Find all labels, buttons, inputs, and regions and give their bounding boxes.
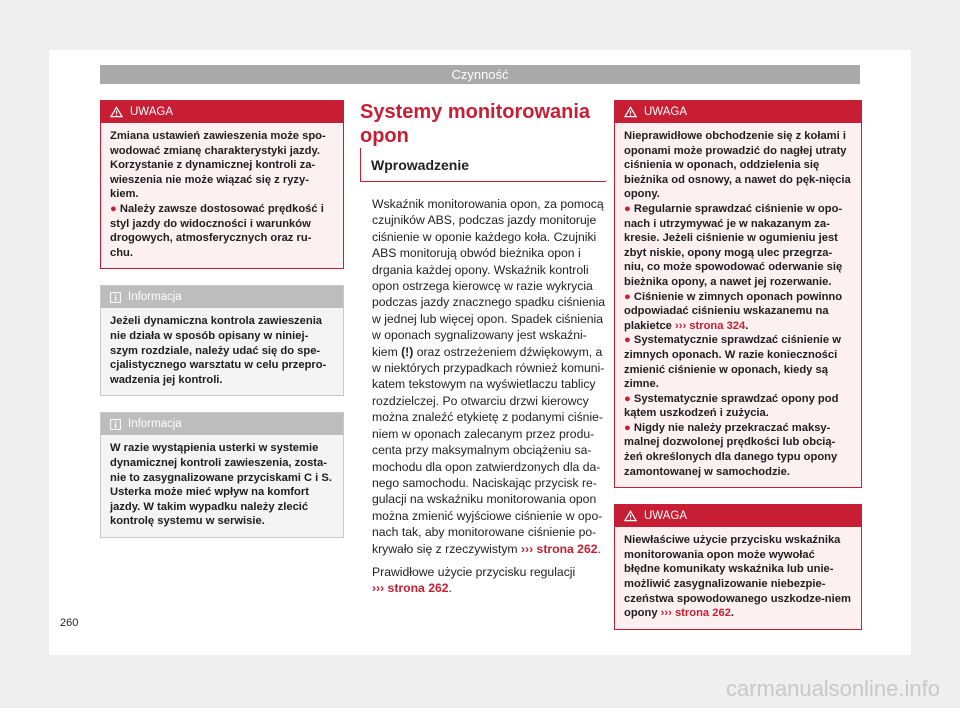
- info-label: Informacja: [128, 418, 182, 431]
- bullet-end: .: [745, 319, 749, 332]
- warning-text: Nieprawidłowe obchodzenie się z kołami i oponami może prowadzić do nagłej utraty ciśnienia w oponach, oddzielenia się bieżnika od osnowy, a nawet do pęk-nięcia opony.: [624, 130, 851, 201]
- subsection-heading: [360, 148, 606, 182]
- paragraph-text: Prawidłowe użycie przycisku regulacji: [372, 564, 576, 579]
- warning-box-tpms-button: [614, 504, 862, 630]
- warning-triangle-icon: [624, 510, 637, 522]
- info-icon: [110, 419, 121, 430]
- warning-header: [101, 101, 343, 123]
- paragraph-text: Wskaźnik monitorowania opon, za pomocą czujników ABS, podczas jazdy monitoruje ciśnienie w oponie każdego koła. Czujniki ABS monitorują obwód bieżnika opon i drgania każdej opony. Wskaźnik kontroli opon ostrzega kierowcę w razie wykrycia podczas jazdy znacznego spadku ciśnienia w jednej lub więcej opon. Spadek ciśnienia w oponach sygnalizowany jest wskaźni-kiem: [372, 197, 606, 359]
- section-title: Systemy monitorowania opon: [360, 101, 591, 147]
- warning-text: Zmiana ustawień zawieszenia może spo-wodować zmianę charakterystyki jazdy. Korzystanie z dynamicznej kontroli za-wieszenia nie może wiązać się z ryzy-kiem.: [110, 130, 326, 201]
- warning-triangle-icon: [624, 106, 637, 118]
- page-reference-link[interactable]: ››› strona 262: [520, 541, 598, 556]
- warning-bullet: Systematycznie sprawdzać ciśnienie w zimnych oponach. W razie konieczności zmienić ciśnienie w oponach, kiedy są zimne.: [624, 334, 841, 391]
- warning-bullet: Należy zawsze dostosować prędkość i styl jazdy do widoczności i warunków drogowych, atmosferycznych oraz ru-chu.: [110, 202, 324, 259]
- warning-label: UWAGA: [644, 106, 688, 118]
- warning-text: Niewłaściwe użycie przycisku wskaźnika monitorowania opon może wywołać błędne komunikaty wskaźnika lub unie-możliwić zasygnalizowanie niebezpie-czeństwa spowodowanego uszkodze-niem opony: [624, 534, 851, 620]
- info-header: [101, 413, 343, 435]
- info-label: Informacja: [128, 291, 182, 304]
- page-reference-link[interactable]: ››› strona 262: [372, 581, 449, 596]
- info-header: [101, 286, 343, 308]
- warning-triangle-icon: [110, 106, 123, 118]
- paragraph-end: .: [597, 541, 601, 556]
- warning-header: [615, 101, 861, 123]
- tire-pressure-icon: (!): [401, 344, 414, 359]
- middle-column: [360, 100, 606, 604]
- page-reference-link[interactable]: ››› strona 324: [675, 319, 746, 332]
- bullet-icon: ●: [624, 421, 631, 434]
- warning-box-suspension: [100, 100, 344, 269]
- info-box-suspension-fault: [100, 412, 344, 538]
- warning-bullet: Ciśnienie w zimnych oponach powinno odpowiadać ciśnieniu wskazanemu na plakietce: [624, 290, 843, 332]
- warning-bullet: Regularnie sprawdzać ciśnienie w opo-nach i utrzymywać je w nakazanym za-kresie. Jeżeli ciśnienie w ogumieniu jest zbyt niskie, opony mogą ulec przegrza-niu, co może spowodować oderwanie się bieżnika opony, a nawet jej rozerwanie.: [624, 202, 843, 288]
- bullet-icon: ●: [624, 334, 631, 347]
- subsection-title: Wprowadzenie: [371, 157, 470, 173]
- watermark: carmanualsonline.info: [725, 676, 940, 701]
- page-reference-link[interactable]: ››› strona 262: [660, 607, 731, 620]
- left-column: [100, 100, 344, 554]
- info-text: W razie wystąpienia usterki w systemie dynamicznej kontroli zawieszenia, zosta-nie to zasygnalizowane przyciskami C i S. Usterka może mieć wpływ na komfort jazdy. W takim wypadku należy zlecić kontrolę systemu w serwisie.: [110, 442, 332, 528]
- paragraph-end: .: [448, 581, 452, 596]
- warning-bullet: Systematycznie sprawdzać opony pod kątem uszkodzeń i zużycia.: [624, 392, 839, 420]
- info-box-suspension-check: [100, 285, 344, 396]
- warning-label: UWAGA: [644, 510, 688, 523]
- info-text: Jeżeli dynamiczna kontrola zawieszenia nie działa w sposób opisany w niniej-szym rozdziale, należy udać się do spe-cjalistycznego warsztatu w celu przepro-wadzenia jej kontroli.: [110, 315, 327, 386]
- paragraph-text: oraz ostrzeżeniem dźwiękowym, a w niektórych przypadkach również komuni-katem tekstowym na wyświetlaczu tablicy rozdzielczej. Po otwarciu drzwi kierowcy można znaleźć etykietę z podanymi ciśnie-niem w oponach zalecanym przez produ-centa przy maksymalnym obciążeniu sa-mochodu dla opon zatwierdzonych dla da-nego samochodu. Naciskając przycisk re-gulacji na wskaźniku monitorowania opon można zmienić wyjściowe ciśnienie w opo-nach tak, aby monitorowane ciśnienie po-krywało się z rzeczywistym: [372, 344, 605, 556]
- info-icon: [110, 292, 121, 303]
- warning-label: UWAGA: [130, 106, 174, 118]
- warning-bullet: Nigdy nie należy przekraczać maksy-malnej dozwolonej prędkości lub obcią-żeń określonych dla danego typu opony zamontowanej w samochodzie.: [624, 421, 838, 478]
- page-header: Czynność: [100, 65, 860, 84]
- right-column: [614, 100, 862, 646]
- warning-header: [615, 505, 861, 527]
- bullet-icon: ●: [624, 392, 631, 405]
- body-paragraph: [372, 196, 606, 557]
- warning-box-tires: [614, 100, 862, 488]
- bullet-icon: ●: [624, 290, 631, 303]
- body-paragraph: [372, 564, 606, 597]
- bullet-icon: ●: [110, 202, 117, 215]
- page-number: 260: [60, 617, 79, 629]
- bullet-icon: ●: [624, 202, 631, 215]
- warning-end: .: [730, 607, 735, 620]
